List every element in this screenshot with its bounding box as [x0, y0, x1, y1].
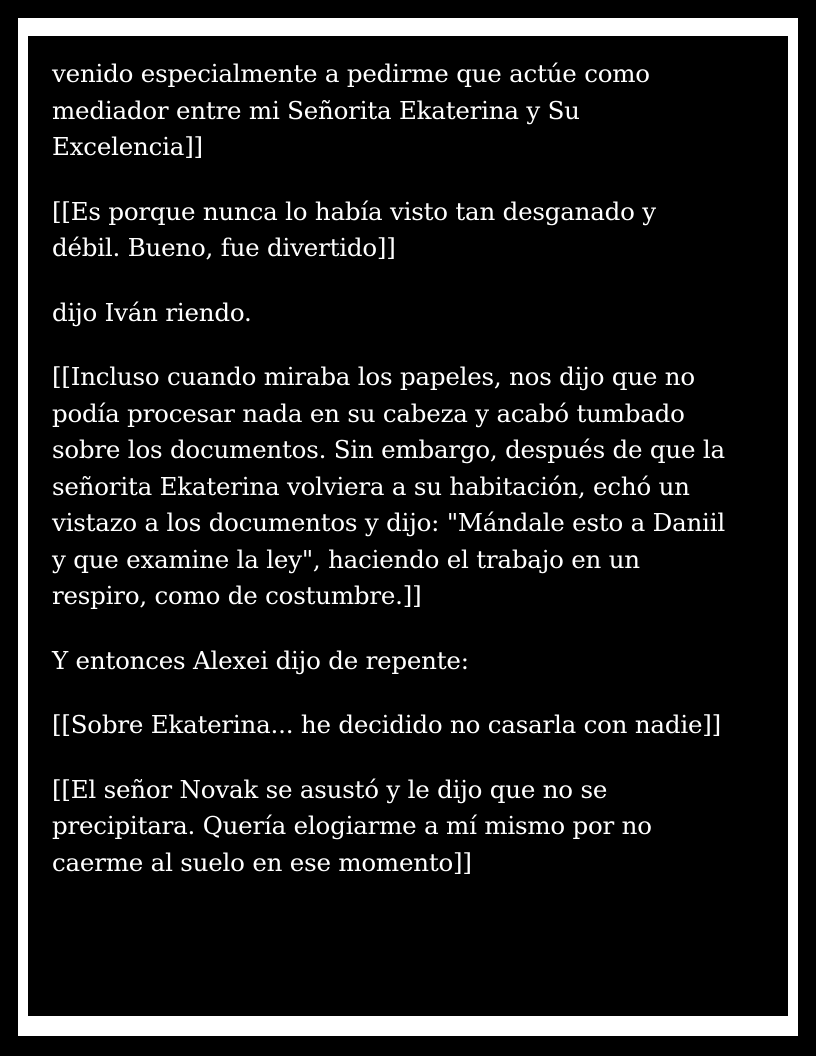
paragraph-6: [[Sobre Ekaterina... he decidido no casarla con nadie]] — [52, 710, 721, 739]
paragraph-1: venido especialmente a pedirme que actúe como mediador entre mi Señorita Ekaterina y Su Excelencia]] — [52, 59, 650, 161]
paragraph-4: [[Incluso cuando miraba los papeles, nos dijo que no podía procesar nada en su cabeza y acabó tumbado sobre los documentos. Sin embargo, después de que la señorita Ekaterina volviera a su habitación, echó un vistazo a los documentos y dijo: "Mándale esto a Daniil y que examine la ley", haciendo el trabajo en un respiro, como de costumbre.]] — [52, 362, 725, 610]
text-page — [28, 36, 788, 1016]
paragraph-3: dijo Iván riendo. — [52, 297, 252, 327]
paragraph-2: [[Es porque nunca lo había visto tan desganado y débil. Bueno, fue divertido]] — [52, 196, 656, 262]
paragraph-7: [[El señor Novak se asustó y le dijo que no se precipitara. Quería elogiarme a mí mismo por no caerme al suelo en ese momento]] — [52, 774, 652, 877]
paragraph-5: Y entonces Alexei dijo de repente: — [52, 645, 469, 675]
